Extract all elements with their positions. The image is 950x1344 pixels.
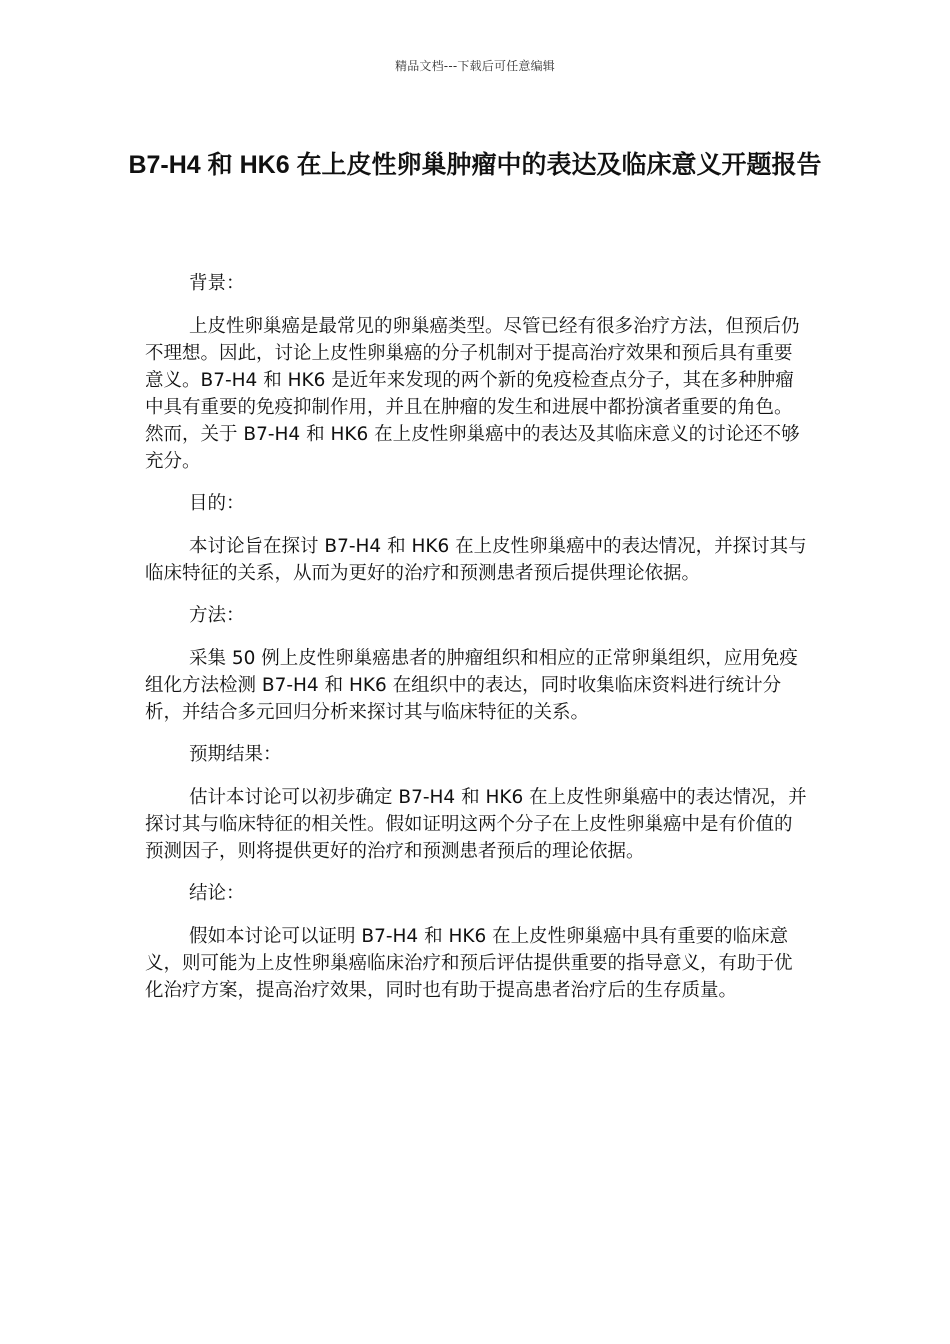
section-conclusion: [145, 880, 809, 1004]
section-expected-results: [145, 741, 809, 865]
section-paragraph: 估计本讨论可以初步确定 B7-H4 和 HK6 在上皮性卵巢癌中的表达情况，并探讨其与临床特征的相关性。假如证明这两个分子在上皮性卵巢癌中是有价值的预测因子，则将提供更好的治疗和预测患者预后的理论依据。: [145, 787, 807, 862]
section-paragraph: 假如本讨论可以证明 B7-H4 和 HK6 在上皮性卵巢癌中具有重要的临床意义，则可能为上皮性卵巢癌临床治疗和预后评估提供重要的指导意义，有助于优化治疗方案，提高治疗效果，同时也有助于提高患者治疗后的生存质量。: [145, 926, 793, 1001]
document-body: [145, 270, 809, 1019]
document-title: B7-H4 和 HK6 在上皮性卵巢肿瘤中的表达及临床意义开题报告: [128, 151, 822, 179]
section-methods: [145, 602, 809, 726]
section-heading: 结论：: [189, 883, 245, 904]
section-objective: [145, 490, 809, 587]
section-heading: 方法：: [189, 605, 245, 626]
section-heading: 目的：: [189, 493, 245, 514]
section-heading: 预期结果：: [189, 744, 282, 765]
section-background: [145, 270, 809, 475]
page-header-watermark: 精品文档---下载后可任意编辑: [395, 59, 555, 73]
section-paragraph: 本讨论旨在探讨 B7-H4 和 HK6 在上皮性卵巢癌中的表达情况，并探讨其与临床特征的关系，从而为更好的治疗和预测患者预后提供理论依据。: [145, 536, 807, 584]
section-paragraph: 上皮性卵巢癌是最常见的卵巢癌类型。尽管已经有很多治疗方法，但预后仍不理想。因此，讨论上皮性卵巢癌的分子机制对于提高治疗效果和预后具有重要意义。B7-H4 和 HK6 是近年来发现的两个新的免疫检查点分子，其在多种肿瘤中具有重要的免疫抑制作用，并且在肿瘤的发生和进展中都扮演者重要的角色。然而，关于 B7-H4 和 HK6 在上皮性卵巢癌中的表达及其临床意义的讨论还不够充分。: [145, 316, 800, 472]
section-heading: 背景：: [189, 273, 245, 294]
section-paragraph: 采集 50 例上皮性卵巢癌患者的肿瘤组织和相应的正常卵巢组织，应用免疫组化方法检测 B7-H4 和 HK6 在组织中的表达，同时收集临床资料进行统计分析，并结合多元回归分析来探讨其与临床特征的关系。: [145, 648, 798, 723]
